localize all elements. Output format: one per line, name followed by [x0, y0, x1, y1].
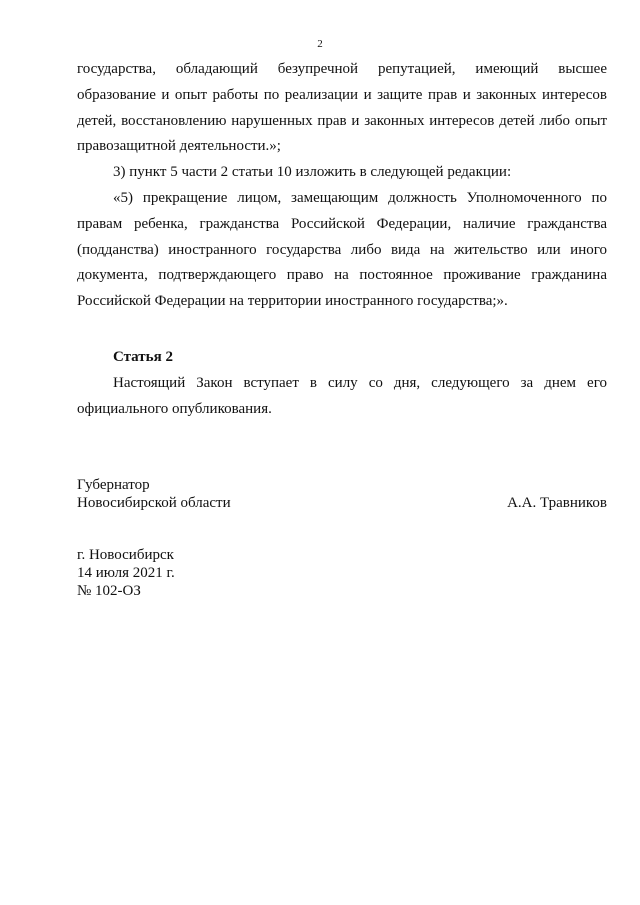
item-5-quote-paragraph: «5) прекращение лицом, замещающим должность Уполномоченного по правам ребенка, гражданства Российской Федерации, наличие гражданства (подданства) иностранного государства либо вида на жительство или иного документа, подтверждающего право на постоянное проживание гражданина Российской Федерации на территории иностранного государства;».: [77, 189, 607, 310]
article-2-text: Настоящий Закон вступает в силу со дня, следующего за днем его официального опубликования.: [77, 375, 607, 417]
footer-city: г. Новосибирск: [77, 547, 174, 563]
continuation-paragraph: государства, обладающий безупречной репутацией, имеющий высшее образование и опыт работы по реализации и защите прав и законных интересов детей, восстановлению нарушенных прав и законных интересов детей либо опыт правозащитной деятельности.»;: [77, 61, 607, 155]
page-number: 2: [317, 38, 323, 50]
signature-title-line2: Новосибирской области: [77, 495, 231, 511]
signature-title-line1: Губернатор: [77, 477, 150, 493]
main-text: [77, 57, 607, 315]
footer-law-number: № 102-ОЗ: [77, 583, 141, 599]
article-2-body: [77, 371, 607, 423]
item-3-paragraph: 3) пункт 5 части 2 статьи 10 изложить в следующей редакции:: [113, 164, 512, 181]
signature-name: А.А. Травников: [507, 495, 607, 511]
footer-date: 14 июля 2021 г.: [77, 565, 175, 581]
article-2-heading: Статья 2: [113, 349, 173, 365]
